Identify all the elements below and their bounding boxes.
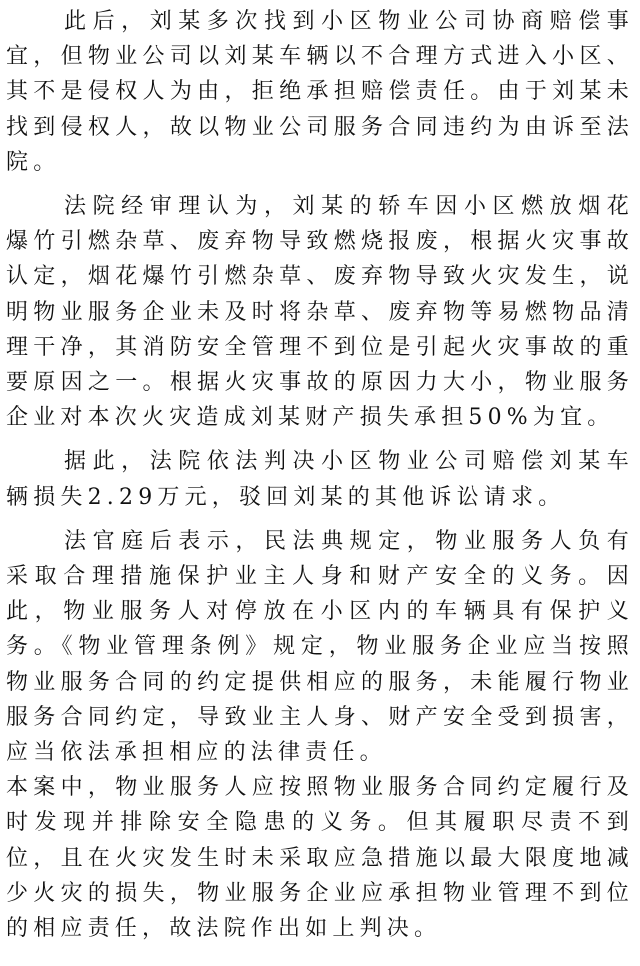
paragraph-case-conclusion: 本案中，物业服务人应按照物业服务合同约定履行及时发现并排除安全隐患的义务。但其履职尽责不到位，且在火灾发生时未采取应急措施以最大限度地减少火灾的损失，物业服务企业应承担物业管理不到位的相应责任，故法院作出如上判决。: [6, 775, 634, 942]
paragraph-negotiation: 此后，刘某多次找到小区物业公司协商赔偿事宜，但物业公司以刘某车辆以不合理方式进入小区、其不是侵权人为由，拒绝承担赔偿责任。由于刘某未找到侵权人，故以物业公司服务合同违约为由诉至法院。: [6, 9, 634, 175]
paragraph-judgment: 据此，法院依法判决小区物业公司赔偿刘某车辆损失2.29万元，驳回刘某的其他诉讼请求。: [6, 449, 634, 510]
paragraph-court-reasoning: 法院经审理认为，刘某的轿车因小区燃放烟花爆竹引燃杂草、废弃物导致燃烧报废，根据火灾事故认定，烟花爆竹引燃杂草、废弃物导致火灾发生，说明物业服务企业未及时将杂草、废弃物等易燃物品清理干净，其消防安全管理不到位是引起火灾事故的重要原因之一。根据火灾事故的原因力大小，物业服务企业对本次火灾造成刘某财产损失承担50%为宜。: [6, 194, 634, 431]
paragraph-judge-remarks: 法官庭后表示，民法典规定，物业服务人负有采取合理措施保护业主人身和财产安全的义务。因此，物业服务人对停放在小区内的车辆具有保护义务。《物业管理条例》规定，物业服务企业应当按照物业服务合同的约定提供相应的服务，未能履行物业服务合同约定，导致业主人身、财产安全受到损害，应当依法承担相应的法律责任。: [6, 528, 634, 766]
